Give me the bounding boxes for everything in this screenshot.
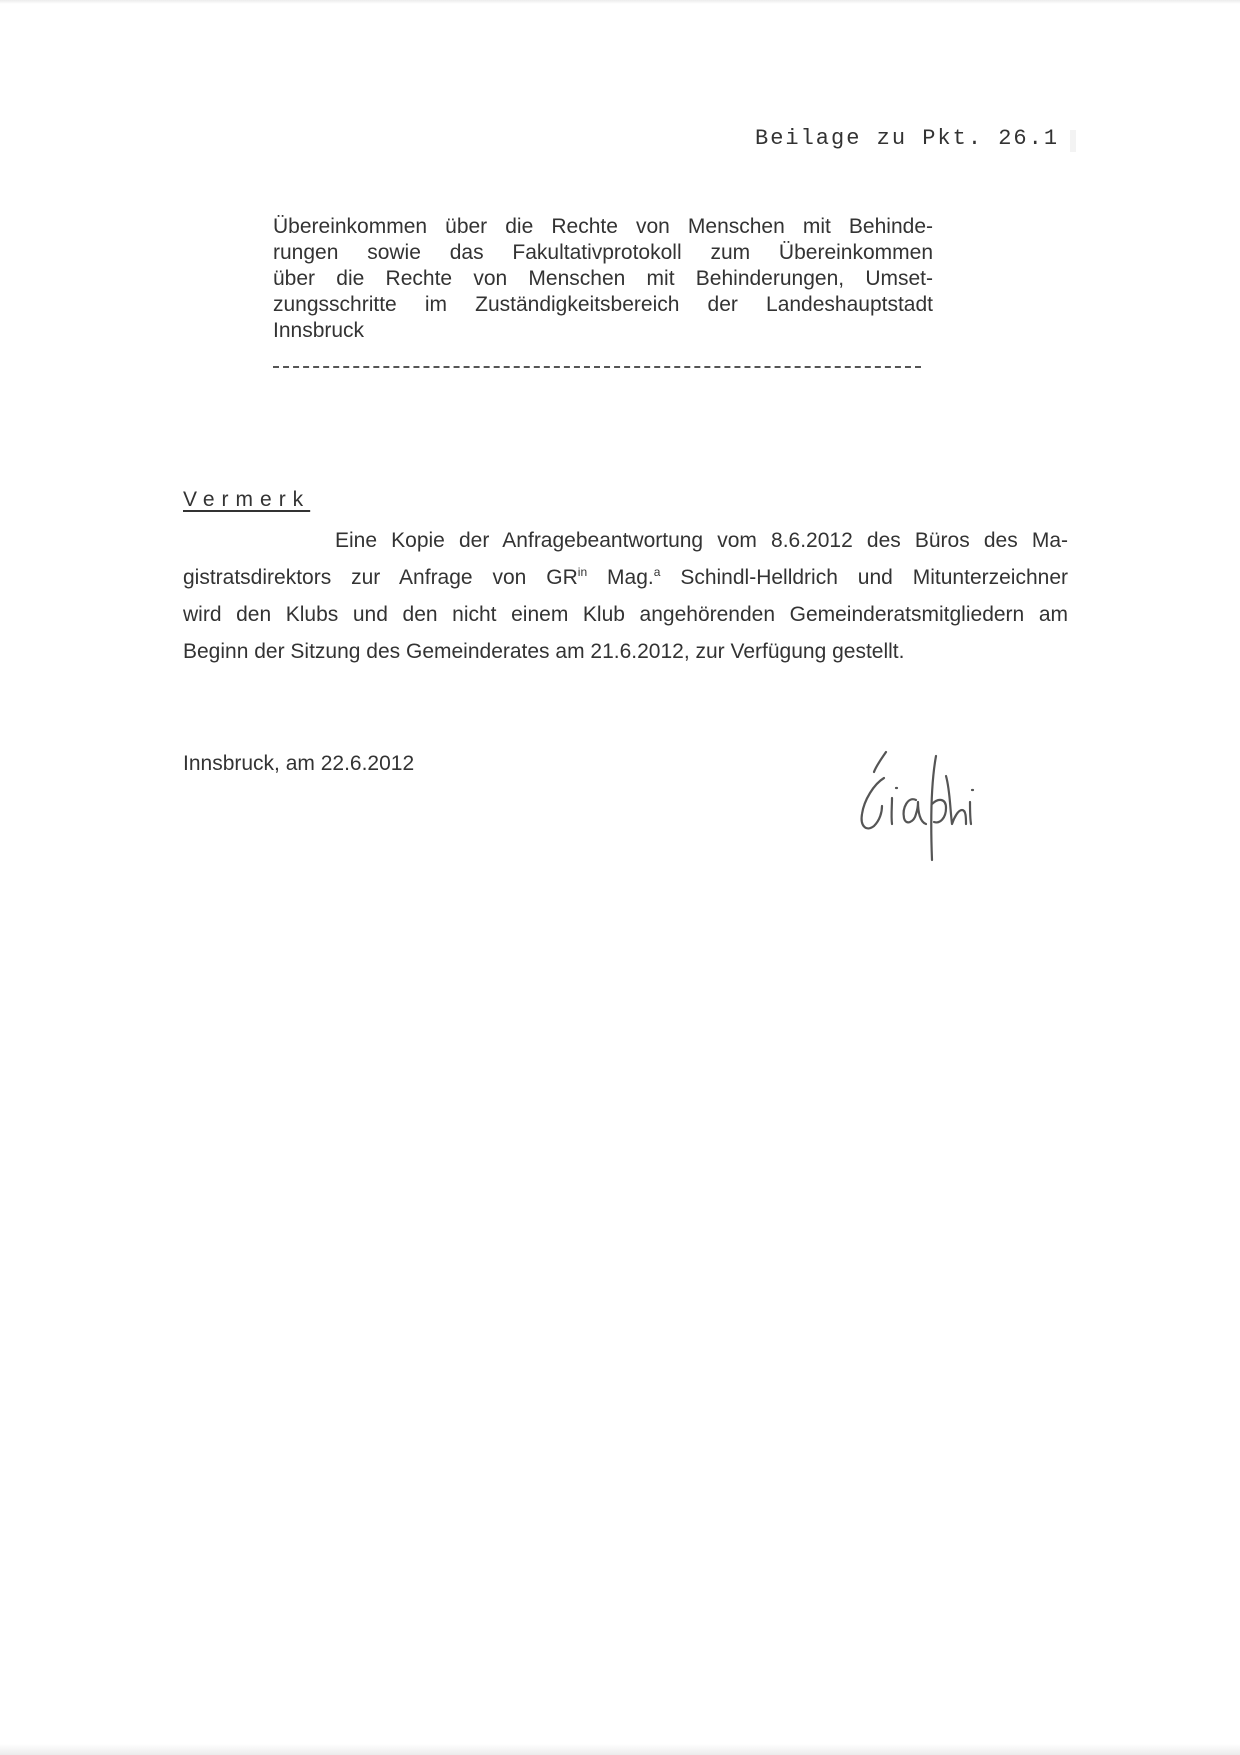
- subject-line: Übereinkommen über die Rechte von Menschen mit Behinde-: [273, 215, 933, 238]
- scan-edge-bottom: [0, 1744, 1240, 1755]
- superscript: a: [653, 565, 661, 579]
- subject-block: [273, 214, 933, 344]
- body-line: [183, 559, 1068, 596]
- scan-artifact: [1070, 130, 1076, 152]
- subject-line: rungen sowie das Fakultativprotokoll zum Übereinkommen: [273, 241, 933, 264]
- subject-line: über die Rechte von Menschen mit Behinderungen, Umset-: [273, 267, 933, 290]
- body-text-segment: Mag.: [587, 566, 654, 589]
- subject-line: Innsbruck: [273, 319, 365, 342]
- body-text-segment: gistratsdirektors zur Anfrage von GR: [183, 566, 578, 589]
- body-line: wird den Klubs und den nicht einem Klub angehörenden Gemeinderatsmitgliedern am: [183, 603, 1068, 626]
- dashed-separator: [273, 366, 921, 368]
- subject-line: zungsschritte im Zuständigkeitsbereich der Landeshauptstadt: [273, 293, 933, 316]
- attachment-reference: Beilage zu Pkt. 26.1: [755, 126, 1060, 151]
- body-line: Eine Kopie der Anfragebeantwortung vom 8.6.2012 des Büros des Ma-: [335, 529, 1068, 552]
- body-paragraph: [183, 522, 1068, 670]
- body-text-segment: Schindl-Helldrich und Mitunterzeichner: [660, 566, 1068, 589]
- section-heading: Vermerk: [183, 488, 311, 511]
- place-and-date: Innsbruck, am 22.6.2012: [183, 752, 415, 775]
- handwritten-signature: [846, 748, 986, 863]
- scan-edge-top: [0, 0, 1240, 4]
- superscript: in: [577, 565, 588, 579]
- body-line: Beginn der Sitzung des Gemeinderates am 21.6.2012, zur Verfügung gestellt.: [183, 640, 905, 663]
